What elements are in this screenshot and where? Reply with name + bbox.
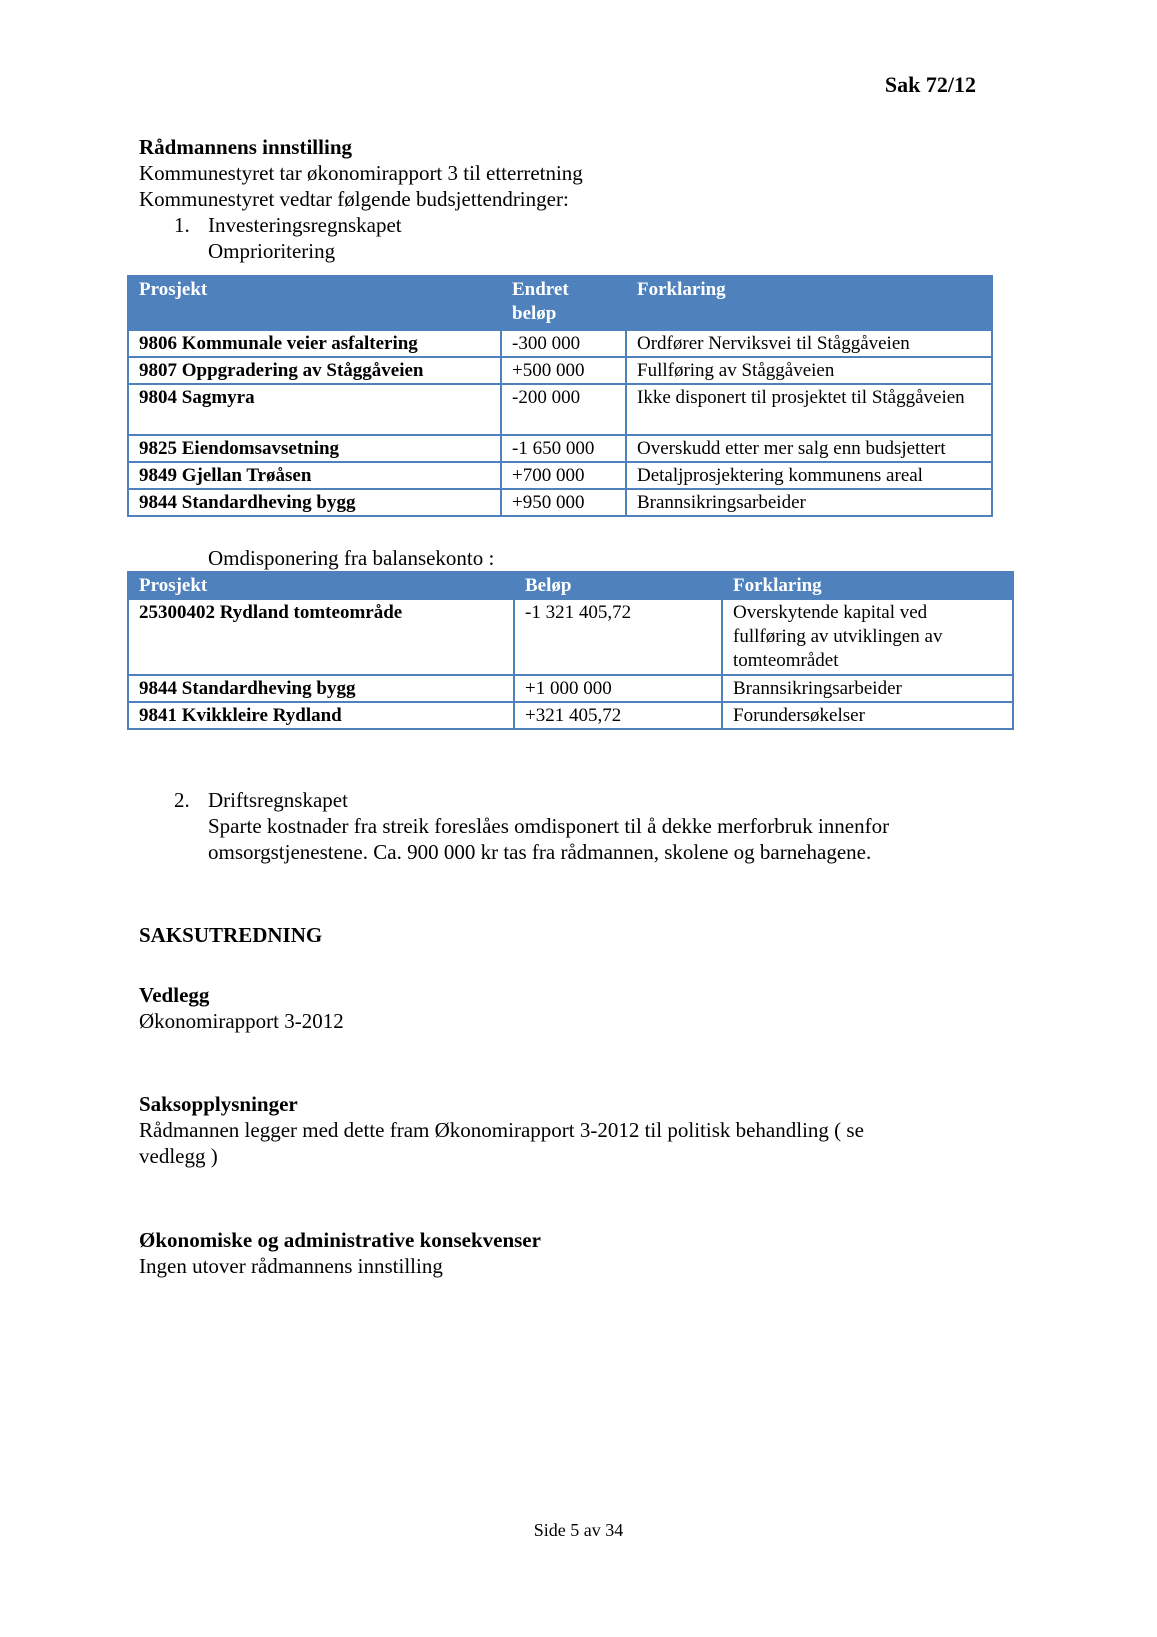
amount-cell: -300 000 xyxy=(501,330,626,357)
balance-reallocation-table xyxy=(127,571,1014,730)
explanation-cell: Ordfører Nerviksvei til Ståggåveien xyxy=(626,330,992,357)
amount-cell: +700 000 xyxy=(501,462,626,489)
reprioritization-table xyxy=(127,275,993,517)
explanation-cell: Detaljprosjektering kommunens areal xyxy=(626,462,992,489)
table-row xyxy=(128,599,1013,675)
column-header-project: Prosjekt xyxy=(128,572,514,599)
page-number: Side 5 av 34 xyxy=(533,1520,624,1540)
table-row xyxy=(128,675,1013,702)
column-header-amount: Beløp xyxy=(514,572,722,599)
item-1-title: Investeringsregnskapet xyxy=(208,213,402,237)
explanation-cell: Overskytende kapital ved fullføring av utviklingen av tomteområdet xyxy=(722,599,1013,675)
project-cell: 9825 Eiendomsavsetning xyxy=(128,435,501,462)
item-2-number: 2. xyxy=(174,788,190,812)
recommendation-line-1: Kommunestyret tar økonomirapport 3 til etterretning xyxy=(139,161,583,185)
explanation-cell: Forundersøkelser xyxy=(722,702,1013,729)
amount-cell: -200 000 xyxy=(501,384,626,435)
project-cell: 9807 Oppgradering av Ståggåveien xyxy=(128,357,501,384)
project-cell: 9844 Standardheving bygg xyxy=(128,675,514,702)
project-cell: 9806 Kommunale veier asfaltering xyxy=(128,330,501,357)
table-row xyxy=(128,384,992,435)
item-1-subtitle: Omprioritering xyxy=(208,239,336,263)
item-2-title: Driftsregnskapet xyxy=(208,788,348,812)
amount-cell: +950 000 xyxy=(501,489,626,516)
column-header-explanation: Forklaring xyxy=(626,276,992,330)
vedlegg-text: Økonomirapport 3-2012 xyxy=(139,1009,344,1033)
explanation-cell: Brannsikringsarbeider xyxy=(722,675,1013,702)
project-cell: 9804 Sagmyra xyxy=(128,384,501,435)
explanation-cell: Overskudd etter mer salg enn budsjettert xyxy=(626,435,992,462)
explanation-cell: Fullføring av Ståggåveien xyxy=(626,357,992,384)
project-cell: 9841 Kvikkleire Rydland xyxy=(128,702,514,729)
table-header-row xyxy=(128,276,992,330)
amount-cell: +321 405,72 xyxy=(514,702,722,729)
table-row xyxy=(128,435,992,462)
konsekvenser-heading: Økonomiske og administrative konsekvenser xyxy=(139,1228,541,1252)
column-header-project: Prosjekt xyxy=(128,276,501,330)
case-number: Sak 72/12 xyxy=(884,72,976,97)
table-row xyxy=(128,702,1013,729)
project-cell: 9849 Gjellan Trøåsen xyxy=(128,462,501,489)
item-2-line-2: omsorgstjenestene. Ca. 900 000 kr tas fra rådmannen, skolene og barnehagene. xyxy=(208,840,872,864)
amount-cell: +1 000 000 xyxy=(514,675,722,702)
explanation-cell: Ikke disponert til prosjektet til Ståggåveien xyxy=(626,384,992,435)
column-header-explanation: Forklaring xyxy=(722,572,1013,599)
explanation-cell: Brannsikringsarbeider xyxy=(626,489,992,516)
saksopplysninger-line-2: vedlegg ) xyxy=(139,1144,218,1168)
amount-cell: +500 000 xyxy=(501,357,626,384)
table-row xyxy=(128,357,992,384)
konsekvenser-text: Ingen utover rådmannens innstilling xyxy=(139,1254,443,1278)
recommendation-line-2: Kommunestyret vedtar følgende budsjettendringer: xyxy=(139,187,569,211)
vedlegg-heading: Vedlegg xyxy=(139,983,210,1007)
project-cell: 9844 Standardheving bygg xyxy=(128,489,501,516)
table-row xyxy=(128,330,992,357)
balance-account-intro: Omdisponering fra balansekonto : xyxy=(208,546,495,570)
saksutredning-heading: SAKSUTREDNING xyxy=(139,923,323,947)
project-cell: 25300402 Rydland tomteområde xyxy=(128,599,514,675)
saksopplysninger-line-1: Rådmannen legger med dette fram Økonomirapport 3-2012 til politisk behandling ( se xyxy=(139,1118,864,1142)
saksopplysninger-heading: Saksopplysninger xyxy=(139,1092,298,1116)
table-row xyxy=(128,462,992,489)
table-header-row xyxy=(128,572,1013,599)
column-header-amount: Endret beløp xyxy=(501,276,626,330)
table-row xyxy=(128,489,992,516)
amount-cell: -1 650 000 xyxy=(501,435,626,462)
amount-cell: -1 321 405,72 xyxy=(514,599,722,675)
recommendation-heading: Rådmannens innstilling xyxy=(139,135,352,159)
item-2-line-1: Sparte kostnader fra streik foreslåes omdisponert til å dekke merforbruk innenfor xyxy=(208,814,890,838)
item-1-number: 1. xyxy=(174,213,190,237)
